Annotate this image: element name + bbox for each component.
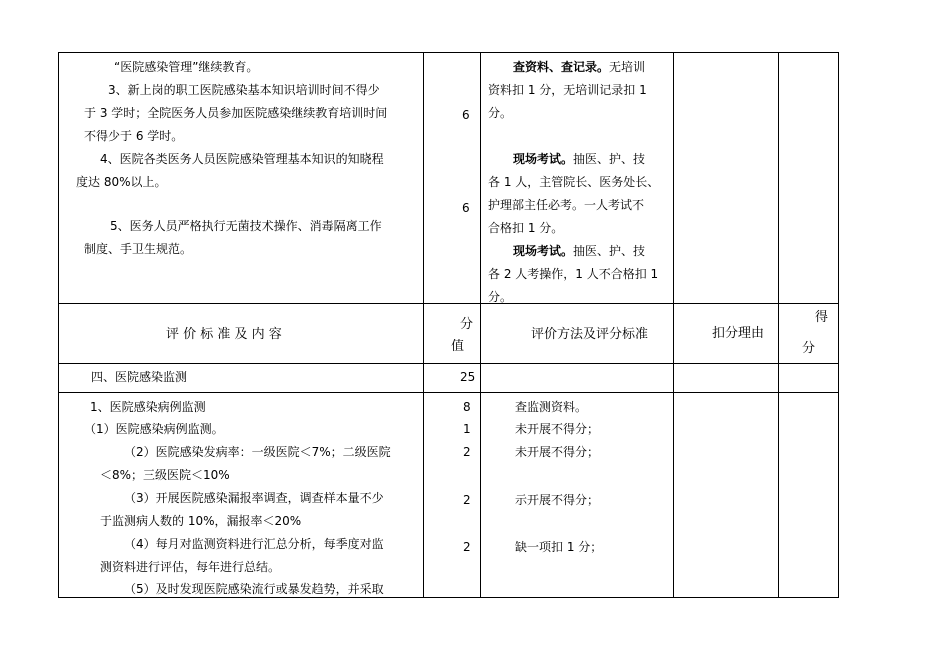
- content-line: （1）医院感染病例监测。: [84, 422, 224, 436]
- method-line: 各 2 人考操作，1 人不合格扣 1: [488, 267, 659, 281]
- header-method: 评价方法及评分标准: [531, 327, 649, 342]
- method-line: 合格扣 1 分。: [488, 221, 564, 235]
- content-line: 1、医院感染病例监测: [90, 400, 206, 414]
- content-line: （2）医院感染发病率：一级医院＜7%；二级医院: [124, 445, 391, 459]
- method-line: 各 1 人，主管院长、医务处长、: [488, 175, 660, 189]
- content-line: 3、新上岗的职工医院感染基本知识培训时间不得少: [108, 83, 380, 97]
- header-score: 值: [451, 339, 465, 354]
- header-result: 分: [802, 341, 816, 356]
- content-line: ＜8%；三级医院＜10%: [100, 468, 230, 482]
- score-value: 2: [463, 493, 471, 507]
- content-line: 制度、手卫生规范。: [84, 242, 193, 256]
- column-divider: [423, 53, 424, 597]
- method-line: 分。: [488, 106, 513, 120]
- score-value: 6: [462, 108, 470, 122]
- content-line: （3）开展医院感染漏报率调查，调查样本量不少: [124, 491, 384, 505]
- method-line: 缺一项扣 1 分；: [515, 540, 603, 554]
- score-value: 2: [463, 445, 471, 459]
- content-line: 4、医院各类医务人员医院感染管理基本知识的知晓程: [100, 152, 384, 166]
- method-line: 护理部主任必考。一人考试不: [488, 198, 645, 212]
- method-line: 现场考试。抽医、护、技: [513, 244, 646, 258]
- method-line: 分。: [488, 290, 513, 304]
- section-title: 四、医院感染监测: [91, 370, 188, 384]
- content-line: （4）每月对监测资料进行汇总分析，每季度对监: [124, 537, 384, 551]
- header-score: 分: [460, 317, 474, 332]
- content-line: 不得少于 6 学时。: [84, 129, 184, 143]
- column-divider: [778, 53, 779, 597]
- content-line: 测资料进行评估，每年进行总结。: [100, 560, 281, 574]
- section-score: 25: [460, 370, 476, 384]
- method-line: 未开展不得分；: [515, 422, 600, 436]
- content-line: “医院感染管理”继续教育。: [114, 60, 259, 74]
- content-line: 于 3 学时；全院医务人员参加医院感染继续教育培训时间: [84, 106, 388, 120]
- header-result: 得: [815, 310, 829, 325]
- method-line: 现场考试。抽医、护、技: [513, 152, 646, 166]
- column-divider: [480, 53, 481, 597]
- method-line: 查监测资料。: [515, 400, 588, 414]
- row-divider: [59, 363, 838, 364]
- score-value: 6: [462, 201, 470, 215]
- method-line: 示开展不得分；: [515, 493, 600, 507]
- header-reason: 扣分理由: [712, 326, 765, 341]
- score-value: 8: [463, 400, 471, 414]
- score-value: 2: [463, 540, 471, 554]
- content-line: 度达 80%以上。: [76, 175, 167, 189]
- method-line: 查资料、查记录。无培训: [513, 60, 646, 74]
- row-divider: [59, 303, 838, 304]
- score-value: 1: [463, 422, 471, 436]
- header-content: 评 价 标 准 及 内 容: [166, 327, 282, 342]
- column-divider: [673, 53, 674, 597]
- content-line: 于监测病人数的 10%，漏报率＜20%: [100, 514, 302, 528]
- content-line: 5、医务人员严格执行无菌技术操作、消毒隔离工作: [110, 219, 382, 233]
- method-line: 资料扣 1 分，无培训记录扣 1: [488, 83, 647, 97]
- row-divider: [59, 392, 838, 393]
- content-line: （5）及时发现医院感染流行或暴发趋势，并采取: [124, 582, 384, 596]
- method-line: 未开展不得分；: [515, 445, 600, 459]
